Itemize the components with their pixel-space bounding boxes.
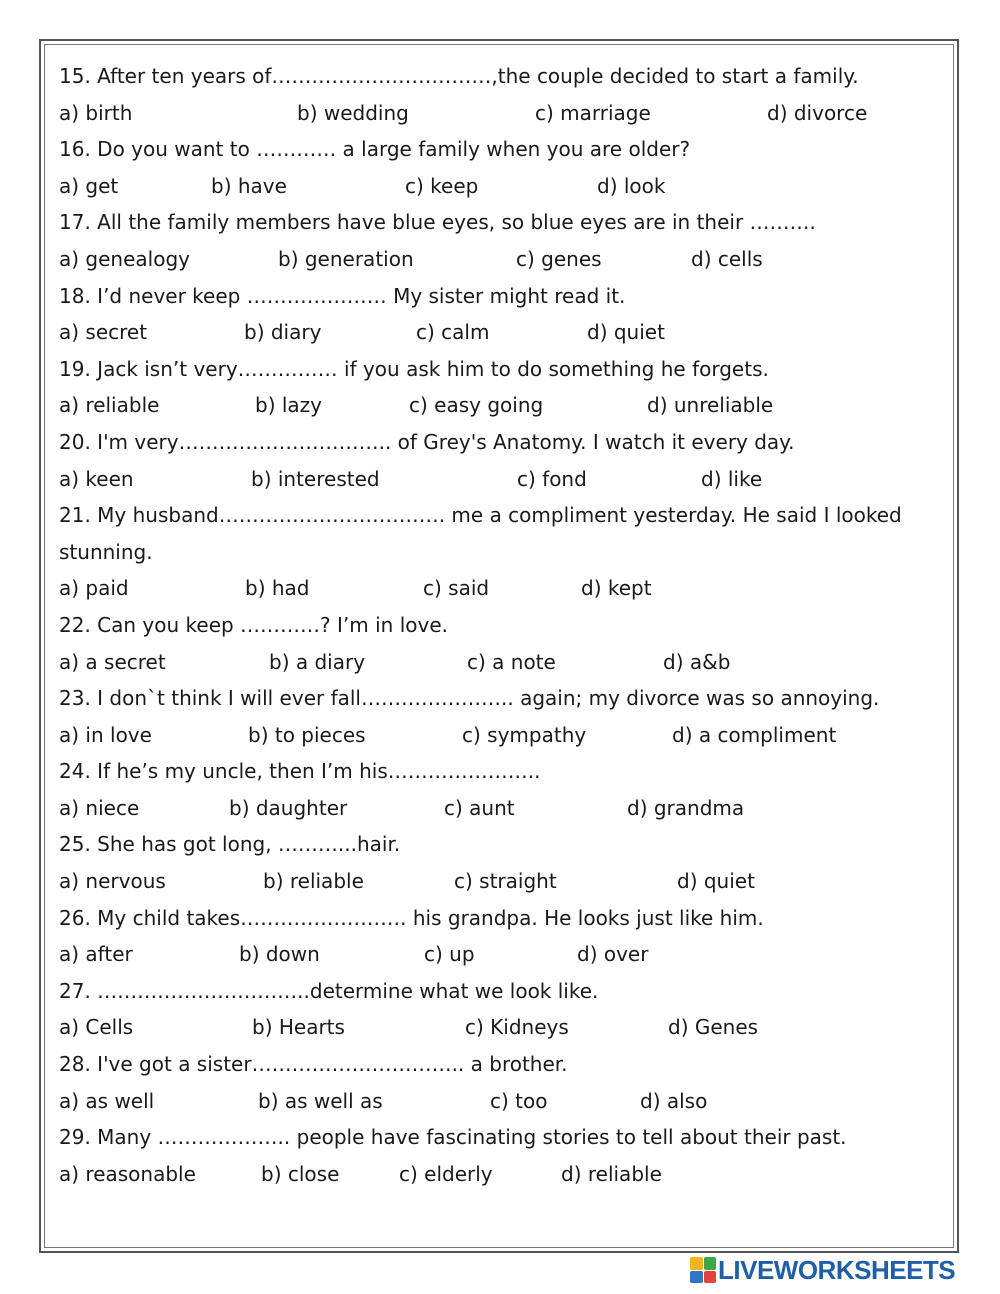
option-18-d[interactable]: d) quiet (587, 320, 665, 345)
option-23-d[interactable]: d) a compliment (672, 722, 837, 747)
option-16-a[interactable]: a) get (59, 173, 119, 198)
question-16: 16. Do you want to ………… a large family when you are older? (59, 137, 691, 162)
option-29-c[interactable]: c) elderly (399, 1161, 493, 1186)
question-19: 19. Jack isn’t very…………… if you ask him to do something he forgets. (59, 356, 769, 381)
options-17 (59, 241, 939, 278)
question-23: 23. I don`t think I will ever fall………………….. again; my divorce was so annoying. (59, 686, 880, 711)
options-22 (59, 644, 939, 681)
option-21-c[interactable]: c) said (423, 576, 490, 601)
option-16-b[interactable]: b) have (211, 173, 287, 198)
options-20 (59, 461, 939, 498)
question-24: 24. If he’s my uncle, then I’m his………………….. (59, 759, 541, 784)
option-21-d[interactable]: d) kept (581, 576, 652, 601)
option-25-a[interactable]: a) nervous (59, 869, 166, 894)
options-21 (59, 570, 939, 607)
liveworksheets-logo (690, 1256, 955, 1284)
option-21-b[interactable]: b) had (245, 576, 310, 601)
option-29-d[interactable]: d) reliable (561, 1161, 662, 1186)
option-27-d[interactable]: d) Genes (668, 1015, 759, 1040)
options-18 (59, 314, 939, 351)
option-28-b[interactable]: b) as well as (258, 1088, 383, 1113)
option-15-b[interactable]: b) wedding (297, 100, 409, 125)
option-26-c[interactable]: c) up (424, 942, 475, 967)
option-16-d[interactable]: d) look (597, 173, 666, 198)
option-24-b[interactable]: b) daughter (229, 795, 348, 820)
option-24-c[interactable]: c) aunt (444, 795, 515, 820)
option-19-d[interactable]: d) unreliable (647, 393, 774, 418)
option-22-c[interactable]: c) a note (467, 649, 556, 674)
options-25 (59, 863, 939, 900)
question-25: 25. She has got long, ………...hair. (59, 832, 401, 857)
options-28 (59, 1083, 939, 1120)
worksheet-content (59, 58, 939, 1192)
option-29-b[interactable]: b) close (261, 1161, 340, 1186)
options-15 (59, 95, 939, 132)
option-24-d[interactable]: d) grandma (627, 795, 745, 820)
options-16 (59, 168, 939, 205)
question-22: 22. Can you keep …………? I’m in love. (59, 612, 449, 637)
option-27-a[interactable]: a) Cells (59, 1015, 134, 1040)
option-28-d[interactable]: d) also (640, 1088, 708, 1113)
option-15-c[interactable]: c) marriage (535, 100, 651, 125)
question-21-continuation: stunning. (59, 539, 153, 564)
option-20-a[interactable]: a) keen (59, 466, 134, 491)
liveworksheets-logo-icon (690, 1257, 716, 1283)
option-19-a[interactable]: a) reliable (59, 393, 160, 418)
option-25-d[interactable]: d) quiet (677, 869, 755, 894)
option-28-a[interactable]: a) as well (59, 1088, 155, 1113)
question-26: 26. My child takes……………………. his grandpa. He looks just like him. (59, 905, 764, 930)
question-27: 27. …………………………..determine what we look like. (59, 978, 599, 1003)
options-19 (59, 387, 939, 424)
option-26-a[interactable]: a) after (59, 942, 133, 967)
option-17-a[interactable]: a) genealogy (59, 246, 190, 271)
option-18-b[interactable]: b) diary (244, 320, 322, 345)
option-28-c[interactable]: c) too (490, 1088, 548, 1113)
option-23-b[interactable]: b) to pieces (248, 722, 366, 747)
option-23-c[interactable]: c) sympathy (462, 722, 587, 747)
option-21-a[interactable]: a) paid (59, 576, 129, 601)
option-17-d[interactable]: d) cells (691, 246, 763, 271)
option-22-b[interactable]: b) a diary (269, 649, 366, 674)
option-20-d[interactable]: d) like (701, 466, 763, 491)
option-27-b[interactable]: b) Hearts (252, 1015, 345, 1040)
option-22-a[interactable]: a) a secret (59, 649, 166, 674)
question-21: 21. My husband……………………………. me a compliment yesterday. He said I looked (59, 503, 902, 528)
option-22-d[interactable]: d) a&b (663, 649, 731, 674)
option-29-a[interactable]: a) reasonable (59, 1161, 196, 1186)
options-26 (59, 936, 939, 973)
question-28: 28. I've got a sister………………………….. a brother. (59, 1052, 568, 1077)
question-18: 18. I’d never keep ………………… My sister might read it. (59, 283, 626, 308)
option-26-d[interactable]: d) over (577, 942, 649, 967)
question-15: 15. After ten years of……………………………,the couple decided to start a family. (59, 64, 859, 88)
option-18-a[interactable]: a) secret (59, 320, 148, 345)
option-20-b[interactable]: b) interested (251, 466, 380, 491)
option-16-c[interactable]: c) keep (405, 173, 479, 198)
option-15-d[interactable]: d) divorce (767, 100, 868, 125)
option-17-c[interactable]: c) genes (516, 246, 602, 271)
option-26-b[interactable]: b) down (239, 942, 320, 967)
option-23-a[interactable]: a) in love (59, 722, 152, 747)
option-15-a[interactable]: a) birth (59, 100, 133, 125)
question-29: 29. Many ……………….. people have fascinating stories to tell about their past. (59, 1125, 847, 1150)
question-17: 17. All the family members have blue eyes, so blue eyes are in their ………. (59, 210, 816, 235)
options-24 (59, 790, 939, 827)
option-19-b[interactable]: b) lazy (255, 393, 323, 418)
option-25-b[interactable]: b) reliable (263, 869, 364, 894)
options-27 (59, 1009, 939, 1046)
option-25-c[interactable]: c) straight (454, 869, 557, 894)
option-19-c[interactable]: c) easy going (409, 393, 544, 418)
options-23 (59, 717, 939, 754)
option-27-c[interactable]: c) Kidneys (465, 1015, 569, 1040)
option-17-b[interactable]: b) generation (278, 246, 414, 271)
options-29 (59, 1156, 939, 1193)
liveworksheets-logo-text: LIVEWORKSHEETS (718, 1254, 956, 1285)
question-20: 20. I'm very………………………….. of Grey's Anatomy. I watch it every day. (59, 429, 795, 454)
option-24-a[interactable]: a) niece (59, 795, 140, 820)
option-20-c[interactable]: c) fond (517, 466, 587, 491)
option-18-c[interactable]: c) calm (416, 320, 490, 345)
